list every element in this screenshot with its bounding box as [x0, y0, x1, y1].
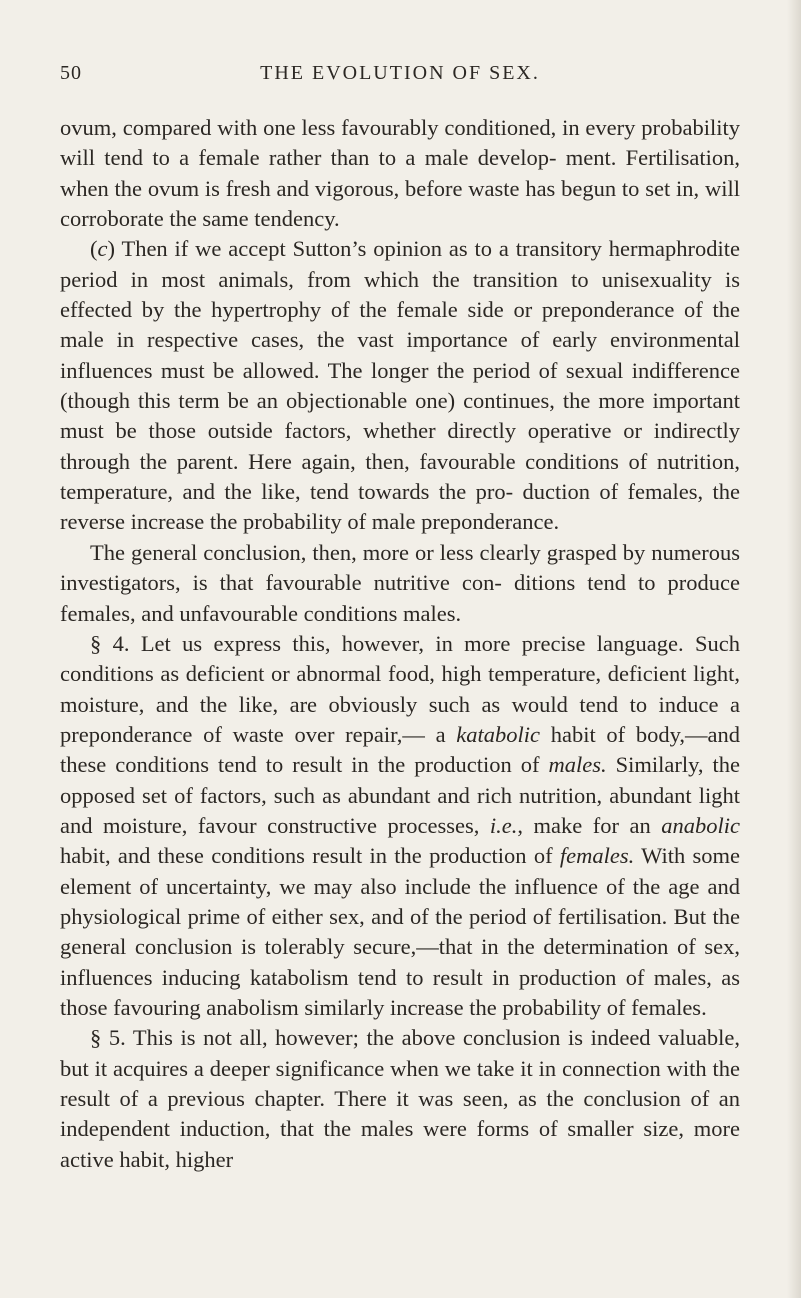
- paragraph: [60, 113, 740, 234]
- paragraph: [60, 1023, 740, 1175]
- italic-text: c: [97, 236, 108, 262]
- italic-text: anabolic: [661, 812, 740, 838]
- running-title: THE EVOLUTION OF SEX.: [260, 62, 540, 84]
- paragraph: [60, 538, 740, 629]
- text-run: ) Then if we accept Sutton’s opinion as to a transitory hermaphrodite period in most animals, from which the transition to unisexuality is effected by the hypertrophy of the female side or preponderance of the male in respective cases, the vast importance of early environmental influences must be allowed. The longer the period of sexual indifference (though this term be an objectionable one) continues, the more important must be those outside factors, whether directly operative or indirectly through the parent. Here again, then, favourable conditions of nutrition, temperature, and the like, tend towards the pro- duction of females, the reverse increase the probability of male preponderance.: [60, 236, 740, 535]
- paragraph: [60, 629, 740, 1023]
- text-run: The general conclusion, then, more or less clearly grasped by numerous investigators, is that favourable nutritive con- ditions tend to produce females, and unfavourable conditions males.: [60, 539, 740, 626]
- page-number: 50: [60, 62, 82, 84]
- text-run: ovum, compared with one less favourably conditioned, in every probability will tend to a female rather than to a male develop- ment. Fertilisation, when the ovum is fresh and vigorous, before waste has begun to set in, will corroborate the same tendency.: [60, 115, 740, 232]
- text-run: § 5. This is not all, however; the above conclusion is indeed valuable, but it acquires a deeper significance when we take it in connection with the result of a previous chapter. There it was seen, as the conclusion of an independent induction, that the males were forms of smaller size, more active habit, higher: [60, 1025, 740, 1172]
- text-run: (: [90, 236, 98, 262]
- text-run: § 4. Let us express this, however, in more precise language. Such conditions as deficient or abnormal food, high temperature, deficient light, moisture, and the like, are obviously such as would tend to induce a preponderance of waste over repair,— a: [60, 630, 740, 747]
- italic-text: katabolic: [456, 721, 540, 747]
- book-page: [60, 62, 740, 1175]
- text-run: habit of body,—and these conditions tend to result in the production of: [60, 721, 740, 778]
- text-run: , make for an: [517, 812, 662, 838]
- page-edge-shadow: [787, 0, 801, 1298]
- text-run: habit, and these conditions result in the production of: [60, 843, 560, 869]
- body-text: [60, 113, 740, 1175]
- text-run: Similarly, the opposed set of factors, such as abundant and rich nutrition, abundant light and moisture, favour constructive processes,: [60, 752, 741, 838]
- running-header: [60, 62, 740, 85]
- paragraph: [60, 234, 740, 537]
- italic-text: i.e.: [489, 812, 518, 838]
- italic-text: males.: [548, 752, 607, 778]
- italic-text: females.: [559, 843, 635, 869]
- text-run: With some element of uncertainty, we may also include the influence of the age and physiological prime of either sex, and of the period of fertilisation. But the general conclusion is tolerably secure,—that in the determination of sex, influences inducing katabolism tend to result in production of males, as those favouring anabolism similarly increase the probability of females.: [60, 843, 740, 1020]
